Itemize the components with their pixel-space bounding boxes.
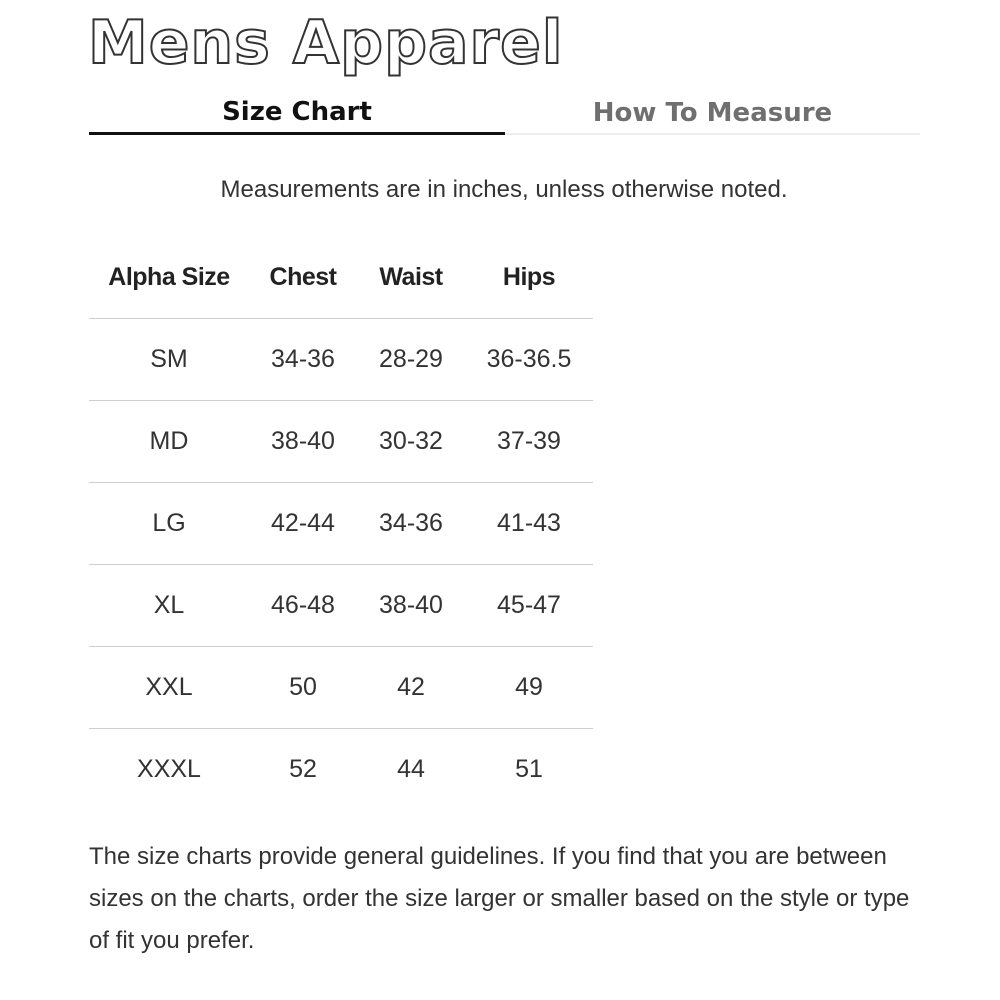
tab-bar [89,92,920,137]
cell-hips: 36-36.5 [465,319,593,401]
cell-chest: 38-40 [249,401,357,483]
header-waist: Waist [357,236,465,319]
cell-chest: 46-48 [249,565,357,647]
table-row [89,647,593,729]
header-alpha-size: Alpha Size [89,236,249,319]
measurement-note: Measurements are in inches, unless otherwise noted. [220,176,788,203]
cell-hips: 45-47 [465,565,593,647]
table-row [89,319,593,401]
cell-chest: 50 [249,647,357,729]
cell-chest: 52 [289,755,317,783]
cell-size: MD [89,401,249,483]
cell-chest: 34-36 [249,319,357,401]
table-header-row [89,236,593,319]
header-hips: Hips [465,236,593,319]
tab-size-chart[interactable]: Size Chart [89,92,505,135]
cell-size: SM [89,319,249,401]
cell-hips: 51 [515,755,543,783]
cell-waist: 38-40 [357,565,465,647]
cell-hips: 49 [465,647,593,729]
cell-hips: 37-39 [465,401,593,483]
size-guideline-note: The size charts provide general guidelines. If you find that you are between sizes on the charts, order the size larger or smaller based on the style or type of fit you prefer. [89,843,910,954]
cell-hips: 41-43 [465,483,593,565]
page-title: Mens Apparel [88,8,564,78]
table-row [89,401,593,483]
cell-size: LG [89,483,249,565]
size-table [89,236,593,810]
cell-waist: 28-29 [357,319,465,401]
table-row [89,565,593,647]
cell-chest: 42-44 [249,483,357,565]
cell-waist: 42 [357,647,465,729]
header-chest: Chest [249,236,357,319]
cell-size: XL [89,565,249,647]
cell-waist: 30-32 [357,401,465,483]
table-row [89,483,593,565]
cell-waist: 34-36 [357,483,465,565]
cell-waist: 44 [397,755,425,783]
cell-size: XXL [89,647,249,729]
tab-how-to-measure[interactable]: How To Measure [505,92,920,135]
table-row [89,729,593,811]
cell-size: XXXL [137,755,201,783]
